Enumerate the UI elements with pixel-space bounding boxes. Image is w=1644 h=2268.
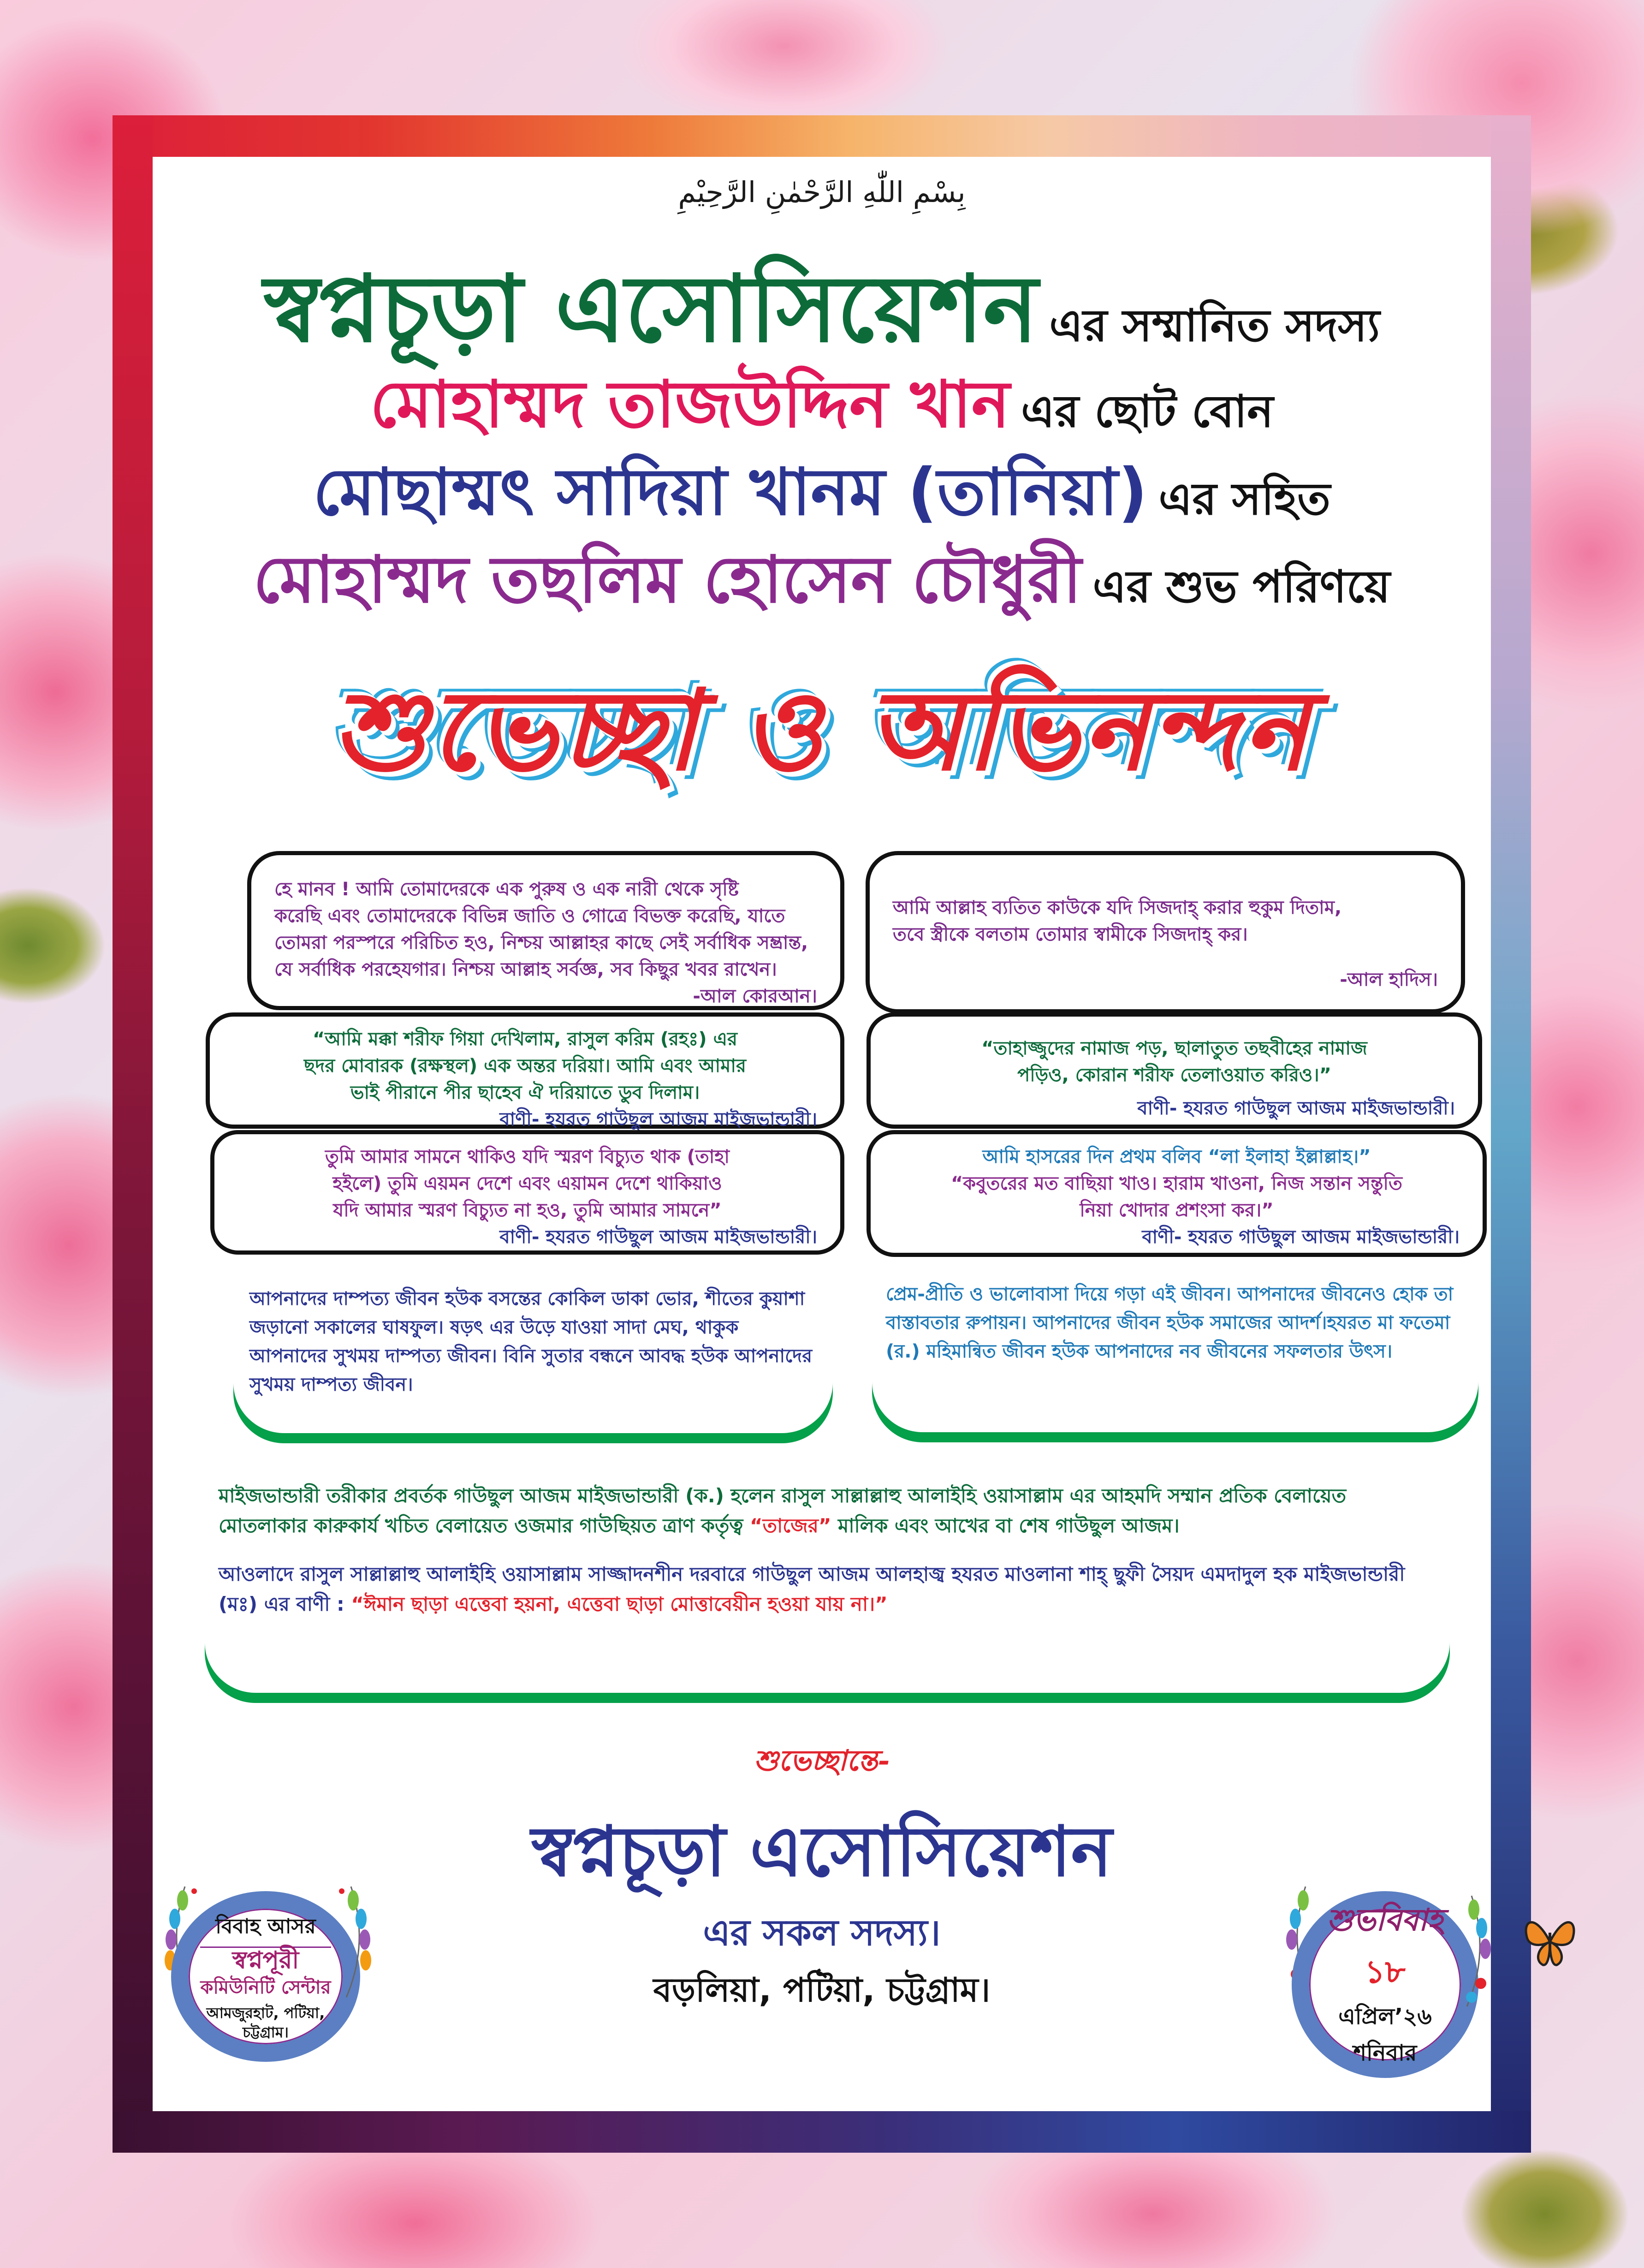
decorative-sprig-icon [1458,1891,1499,2011]
header-suffix: এর ছোট বোন [1021,386,1274,437]
quote-box-hadith [866,851,1465,1013]
poster-frame [113,115,1531,2153]
wish-label: শুভেচ্ছান্তে- [754,1744,890,1777]
quote-line: হইলে) তুমি এয়মন দেশে এবং এয়ামন দেশে থাকিয়াও [332,1173,722,1194]
quote-box-mecca [206,1012,844,1129]
quote-line: পড়িও, কোরান শরীফ তেলাওয়াত করিও।” [1017,1065,1331,1086]
quote-line: “কবুতরের মত বাছিয়া খাও। হারাম খাওনা, নিজ সন্তান সন্তুতি [950,1173,1402,1194]
quote-line: ভাই পীরানে পীর ছাহেব ঐ দরিয়াতে ডুব দিলাম। [350,1082,700,1103]
brother-name: মোহাম্মদ তাজউদ্দিন খান [370,367,1010,442]
quote-line: আমি হাসরের দিন প্রথম বলিব “লা ইলাহা ইল্লাল্লাহ।” [982,1146,1371,1167]
quote-line: তবে স্ত্রীকে বলতাম তোমার স্বামীকে সিজদাহ্ কর। [893,924,1248,945]
footer-org-members: এর সকল সদস্য। [703,1912,941,1954]
quote-attribution: বাণী- হযরত গাউছুল আজম মাইজভান্ডারী। [1137,1098,1455,1119]
quote-line: নিয়া খোদার প্রশংসা কর।” [1080,1200,1274,1221]
header-suffix: এর শুভ পরিণয়ে [1092,561,1390,613]
tariqa-para2: আওলাদে রাসুল সাল্লাল্লাহু আলাইহি ওয়াসাল্লাম সাজ্জাদনশীন দরবারে গাউছুল আজম আলহাজ্ব হযরত মাওলানা শাহ্ ছুফী সৈয়দ এমদাদুল হক মাইজভান্ডারী (মঃ) এর বাণী : [219,1563,1405,1616]
tariqa-box [205,1458,1450,1693]
wedding-weekday: শনিবার [1353,2040,1417,2066]
header-suffix: এর সহিত [1158,473,1331,525]
footer-org-name: স্বপ্নচূড়া এসোসিয়েশন [531,1812,1112,1892]
quote-line: আমি আল্লাহ ব্যতিত কাউকে যদি সিজদাহ্ করার হুকুম দিতাম, [893,897,1342,918]
wish-text: আপনাদের দাম্পত্য জীবন হউক বসন্তের কোকিল ডাকা ভোর, শীতের কুয়াশা জড়ানো সকালের ঘাষফুল। ষড়ৎ এর উড়ে যাওয়া সাদা মেঘ, থাকুক আপনাদের সুখময় দাম্পত্য জীবন। বিনি সুতার বন্ধনে আবদ্ধ হউক আপনাদের সুখময় দাম্পত্য জীবন। [249,1288,813,1395]
date-badge [1292,1891,1478,2078]
quote-line: তুমি আমার সামনে থাকিও যদি স্মরণ বিচ্যুত থাক (তাহা [325,1146,730,1167]
frame-border-bottom [113,2111,1531,2153]
frame-border-left [113,115,153,2153]
tariqa-quote: “ঈমান ছাড়া এত্তেবা হয়না, এত্তেবা ছাড়া মোত্তাবেয়ীন হওয়া যায় না।” [351,1593,888,1616]
quote-box-tahajjud [867,1012,1482,1129]
wedding-day: ১৮ [1365,1953,1406,1990]
tariqa-para1: মাইজভান্ডারী তরীকার প্রবর্তক গাউছুল আজম মাইজভান্ডারী (ক.) হলেন রাসুল সাল্লাল্লাহু আলাইহি ওয়াসাল্লাম এর আহমদি সম্মান প্রতিক বেলায়েত মোতলাকার কারুকার্য খচিত বেলায়েত ওজমার গাউছিয়ত ত্রাণ কর্তৃত্ব [219,1484,1347,1537]
butterfly-icon [1522,1914,1578,1970]
association-name: স্বপ্নচূড়া এসোসিয়েশন [263,256,1039,363]
quote-attribution: বাণী- হযরত গাউছুল আজম মাইজভান্ডারী। [499,1226,817,1248]
quote-line: তোমরা পরস্পরে পরিচিত হও, নিশ্চয় আল্লাহর কাছে সেই সর্বাধিক সম্ভ্রান্ত, [274,932,808,953]
quote-line: ছদর মোবারক (রক্ষস্থল) এক অন্তর দরিয়া। আমি এবং আমার [303,1055,747,1077]
bismillah-calligraphy: بِسْمِ اللّٰهِ الرَّحْمٰنِ الرَّحِيْمِ [678,175,966,209]
greeting-title: শুভেচ্ছা ও অভিনন্দন [332,665,1312,795]
quote-box-quran [247,851,844,1010]
wedding-title: শুভবিবাহ [1327,1901,1443,1938]
venue-label: বিবাহ আসর [200,1911,331,1948]
quote-box-hashor [867,1130,1487,1257]
quote-line: করেছি এবং তোমাদেরকে বিভিন্ন জাতি ও গোত্রে বিভক্ত করেছি, যাতে [274,905,785,927]
groom-name: মোহাম্মদ তছলিম হোসেন চৌধুরী [253,542,1082,618]
bride-name: মোছাম্মৎ সাদিয়া খানম (তানিয়া) [313,455,1148,530]
venue-address: আমজুরহাট, পটিয়া, [206,2004,325,2022]
venue-badge [171,1891,360,2062]
wedding-month-year: এপ্রিল’২৬ [1338,2003,1432,2030]
frame-border-right [1491,115,1531,2153]
frame-border-top [113,115,1531,157]
wish-box-right [872,1262,1478,1432]
header-line-groom [153,530,1491,638]
poster-content [153,157,1491,2111]
tariqa-para1-end: মালিক এবং আখের বা শেষ গাউছুল আজম। [838,1514,1180,1537]
quote-line: যে সর্বাধিক পরহেযগার। নিশ্চয় আল্লাহ সর্বজ্ঞ, সব কিছুর খবর রাখেন। [274,959,777,980]
quote-source: -আল হাদিস। [1340,969,1438,990]
quote-attribution: বাণী- হযরত গাউছুল আজম মাইজভান্ডারী। [499,1109,817,1130]
decorative-sprig-icon [337,1882,379,2002]
quote-line: হে মানব ! আমি তোমাদেরকে এক পুরুষ ও এক নারী থেকে সৃষ্টি [274,879,739,900]
quote-box-remembrance [210,1130,844,1255]
quote-line: “তাহাজ্জুদের নামাজ পড়, ছালাতুত তছবীহের নামাজ [981,1038,1367,1059]
quote-line: “আমি মক্কা শরীফ গিয়া দেখিলাম, রাসুল করিম (রহঃ) এর [313,1029,737,1050]
wish-box-left [233,1275,833,1433]
venue-name: স্বপ্নপূরী [232,1946,299,1974]
header-suffix: এর সম্মানিত সদস্য [1049,300,1380,351]
footer-org-address: বড়লিয়া, পটিয়া, চট্টগ্রাম। [653,1970,991,2009]
quote-line: যদি আমার স্মরণ বিচ্যুত না হও, তুমি আমার সামনে” [333,1200,722,1221]
venue-name-2: কমিউনিটি সেন্টার [200,1977,331,1999]
tariqa-highlight: “তাজের” [749,1514,831,1537]
quote-source: -আল কোরআন। [693,986,817,1007]
venue-address-2: চট্টগ্রাম। [243,2023,289,2041]
wish-text: প্রেম-প্রীতি ও ভালোবাসা দিয়ে গড়া এই জীবন। আপনাদের জীবনেও হোক তা বাস্তাবতার রুপায়ন। আপনাদের জীবন হউক সমাজের আদর্শ।হযরত মা ফতেমা (র.) মহিমান্বিত জীবন হউক আপনাদের নব জীবনের সফলতার উৎস। [886,1284,1454,1362]
quote-attribution: বাণী- হযরত গাউছুল আজম মাইজভান্ডারী। [1142,1226,1460,1248]
